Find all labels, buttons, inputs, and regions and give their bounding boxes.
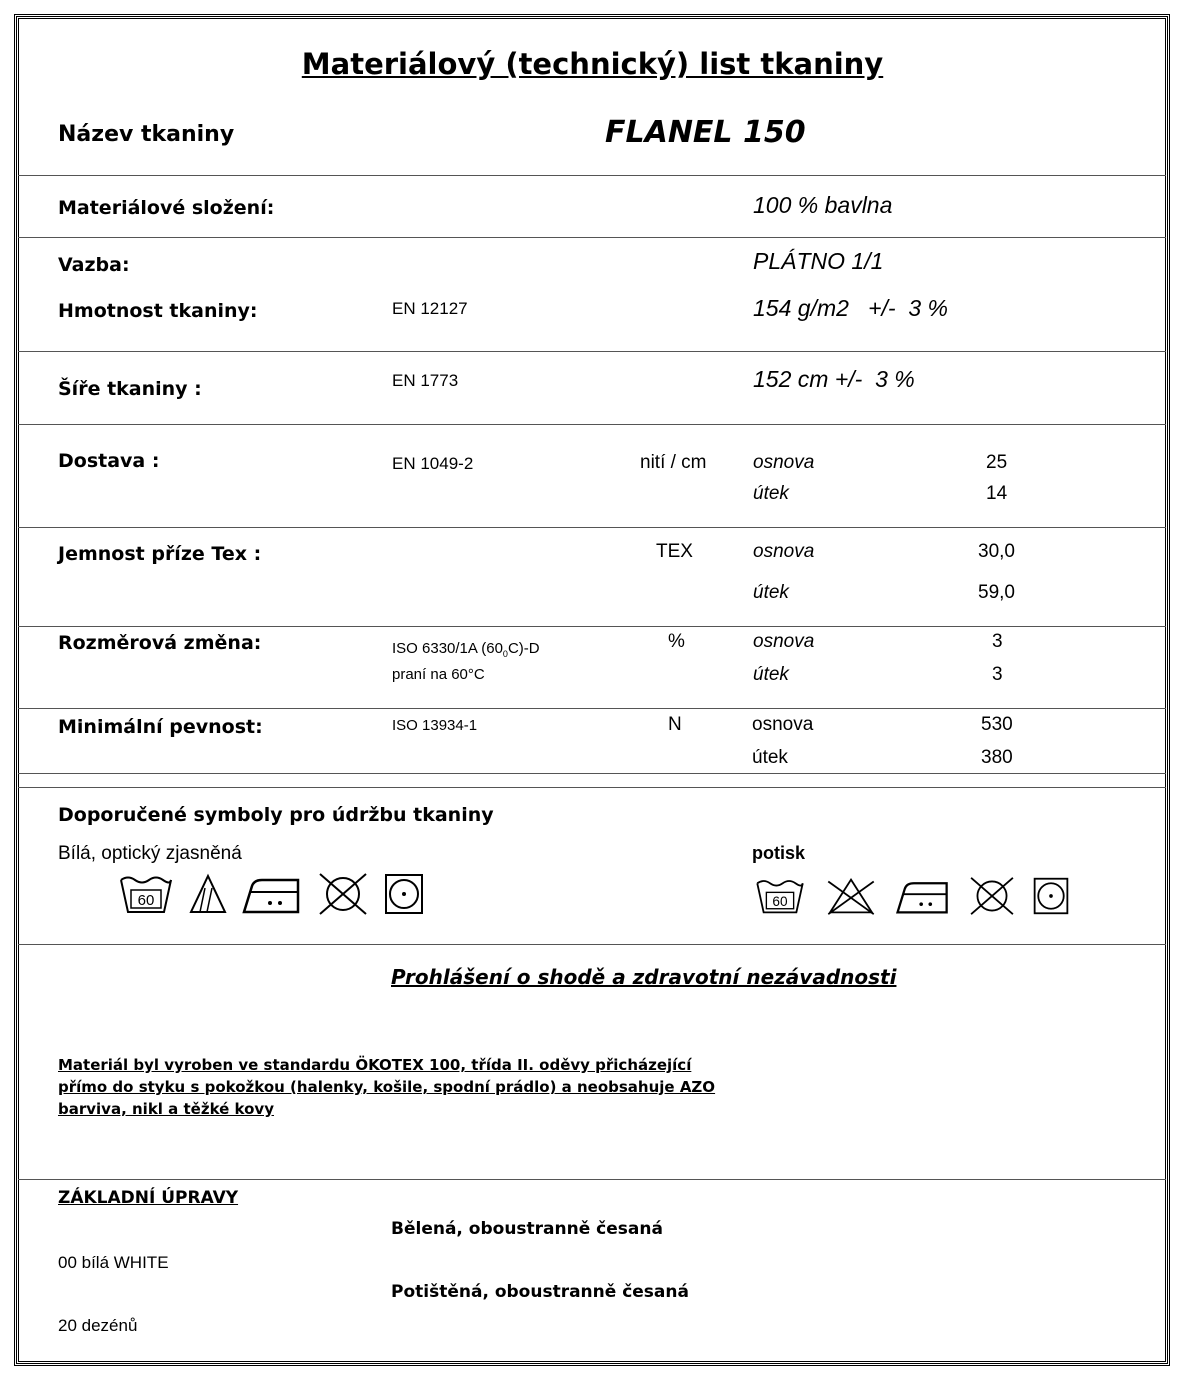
care-white-label: Bílá, optický zjasněná [58, 843, 242, 864]
yarn-unit: TEX [656, 541, 693, 562]
width-label: Šíře tkaniny : [58, 378, 202, 400]
dry-clean-icon [384, 872, 424, 916]
strength-warp-label: osnova [752, 714, 814, 735]
weave-value: PLÁTNO 1/1 [753, 248, 884, 274]
shrinkage-weft-label: útek [753, 664, 789, 685]
wash-temp-text: 60 [772, 894, 788, 909]
declaration-text: Materiál byl vyroben ve standardu ÖKOTEX 100, třída II. oděvy přicházející přímo do styku s pokožkou (halenky, košile, spodní prádlo) a neobsahuje AZO barviva, nikl a těžké kovy [58, 1056, 716, 1118]
care-icons-print [752, 876, 1070, 916]
shrinkage-standard-post: C)-D [507, 640, 540, 657]
iron-two-dots-icon [242, 872, 302, 916]
divider [18, 626, 1166, 627]
care-icons-white [118, 872, 424, 916]
dry-clean-icon [1032, 876, 1070, 916]
yarn-weft-label: útek [753, 582, 789, 603]
density-unit: nití / cm [640, 452, 707, 473]
shrinkage-label: Rozměrová změna: [58, 632, 262, 654]
strength-weft-label: útek [752, 747, 788, 768]
strength-label: Minimální pevnost: [58, 716, 263, 738]
care-print-label: potisk [752, 843, 806, 863]
finishing-heading: ZÁKLADNÍ ÚPRAVY [58, 1188, 239, 1208]
divider [18, 944, 1166, 945]
yarn-warp-value: 30,0 [978, 541, 1015, 562]
shrinkage-warp-label: osnova [753, 631, 815, 652]
density-weft-label: útek [753, 483, 789, 504]
fabric-name-label: Název tkaniny [58, 122, 235, 147]
iron-two-dots-icon [894, 876, 952, 916]
weight-standard: EN 12127 [392, 299, 468, 318]
shrinkage-standard-sub: 0 [502, 649, 508, 659]
composition-label: Materiálové složení: [58, 197, 275, 219]
care-heading: Doporučené symboly pro údržbu tkaniny [58, 804, 494, 826]
shrinkage-unit: % [668, 631, 685, 652]
weight-value: 154 g/m2 +/- 3 % [753, 295, 948, 321]
wash-temp-text: 60 [137, 892, 155, 909]
no-tumble-dry-icon [316, 872, 370, 916]
density-label: Dostava : [58, 450, 160, 472]
divider [18, 237, 1166, 238]
finishing-white: 00 bílá WHITE [58, 1253, 169, 1272]
wash-60-icon [752, 876, 808, 916]
density-standard: EN 1049-2 [392, 454, 474, 473]
strength-standard: ISO 13934-1 [392, 717, 478, 734]
strength-weft-value: 380 [981, 747, 1013, 768]
document-inner-border [18, 18, 1166, 1362]
divider [18, 424, 1166, 425]
strength-warp-value: 530 [981, 714, 1013, 735]
yarn-weft-value: 59,0 [978, 582, 1015, 603]
shrinkage-standard-pre: ISO 6330/1A (60 [392, 640, 503, 657]
document-title: Materiálový (technický) list tkaniny [301, 47, 884, 81]
width-standard: EN 1773 [392, 371, 459, 390]
divider [18, 1179, 1166, 1180]
no-bleach-icon [822, 876, 880, 916]
density-warp-value: 25 [986, 452, 1008, 473]
composition-value: 100 % bavlna [753, 192, 893, 218]
no-tumble-dry-icon [966, 876, 1018, 916]
density-weft-value: 14 [986, 483, 1008, 504]
shrinkage-warp-value: 3 [992, 631, 1003, 652]
bleach-allowed-icon [188, 872, 228, 916]
divider [18, 773, 1166, 774]
finishing-designs: 20 dezénů [58, 1316, 138, 1335]
finishing-bleached: Bělená, oboustranně česaná [391, 1219, 663, 1239]
density-warp-label: osnova [753, 452, 815, 473]
divider [18, 787, 1166, 788]
shrinkage-standard-2: praní na 60°C [392, 666, 485, 683]
shrinkage-weft-value: 3 [992, 664, 1003, 685]
divider [18, 527, 1166, 528]
finishing-printed: Potištěná, oboustranně česaná [391, 1282, 689, 1302]
wash-60-icon [118, 872, 174, 916]
weave-label: Vazba: [58, 254, 130, 276]
width-value: 152 cm +/- 3 % [753, 366, 915, 392]
shrinkage-standard [392, 641, 540, 659]
declaration-title: Prohlášení o shodě a zdravotní nezávadnosti [391, 965, 897, 989]
divider [18, 351, 1166, 352]
weight-label: Hmotnost tkaniny: [58, 300, 258, 322]
divider [18, 175, 1166, 176]
yarn-label: Jemnost příze Tex : [58, 543, 262, 565]
strength-unit: N [668, 714, 682, 735]
fabric-name: FLANEL 150 [605, 115, 806, 150]
divider [18, 708, 1166, 709]
yarn-warp-label: osnova [753, 541, 815, 562]
